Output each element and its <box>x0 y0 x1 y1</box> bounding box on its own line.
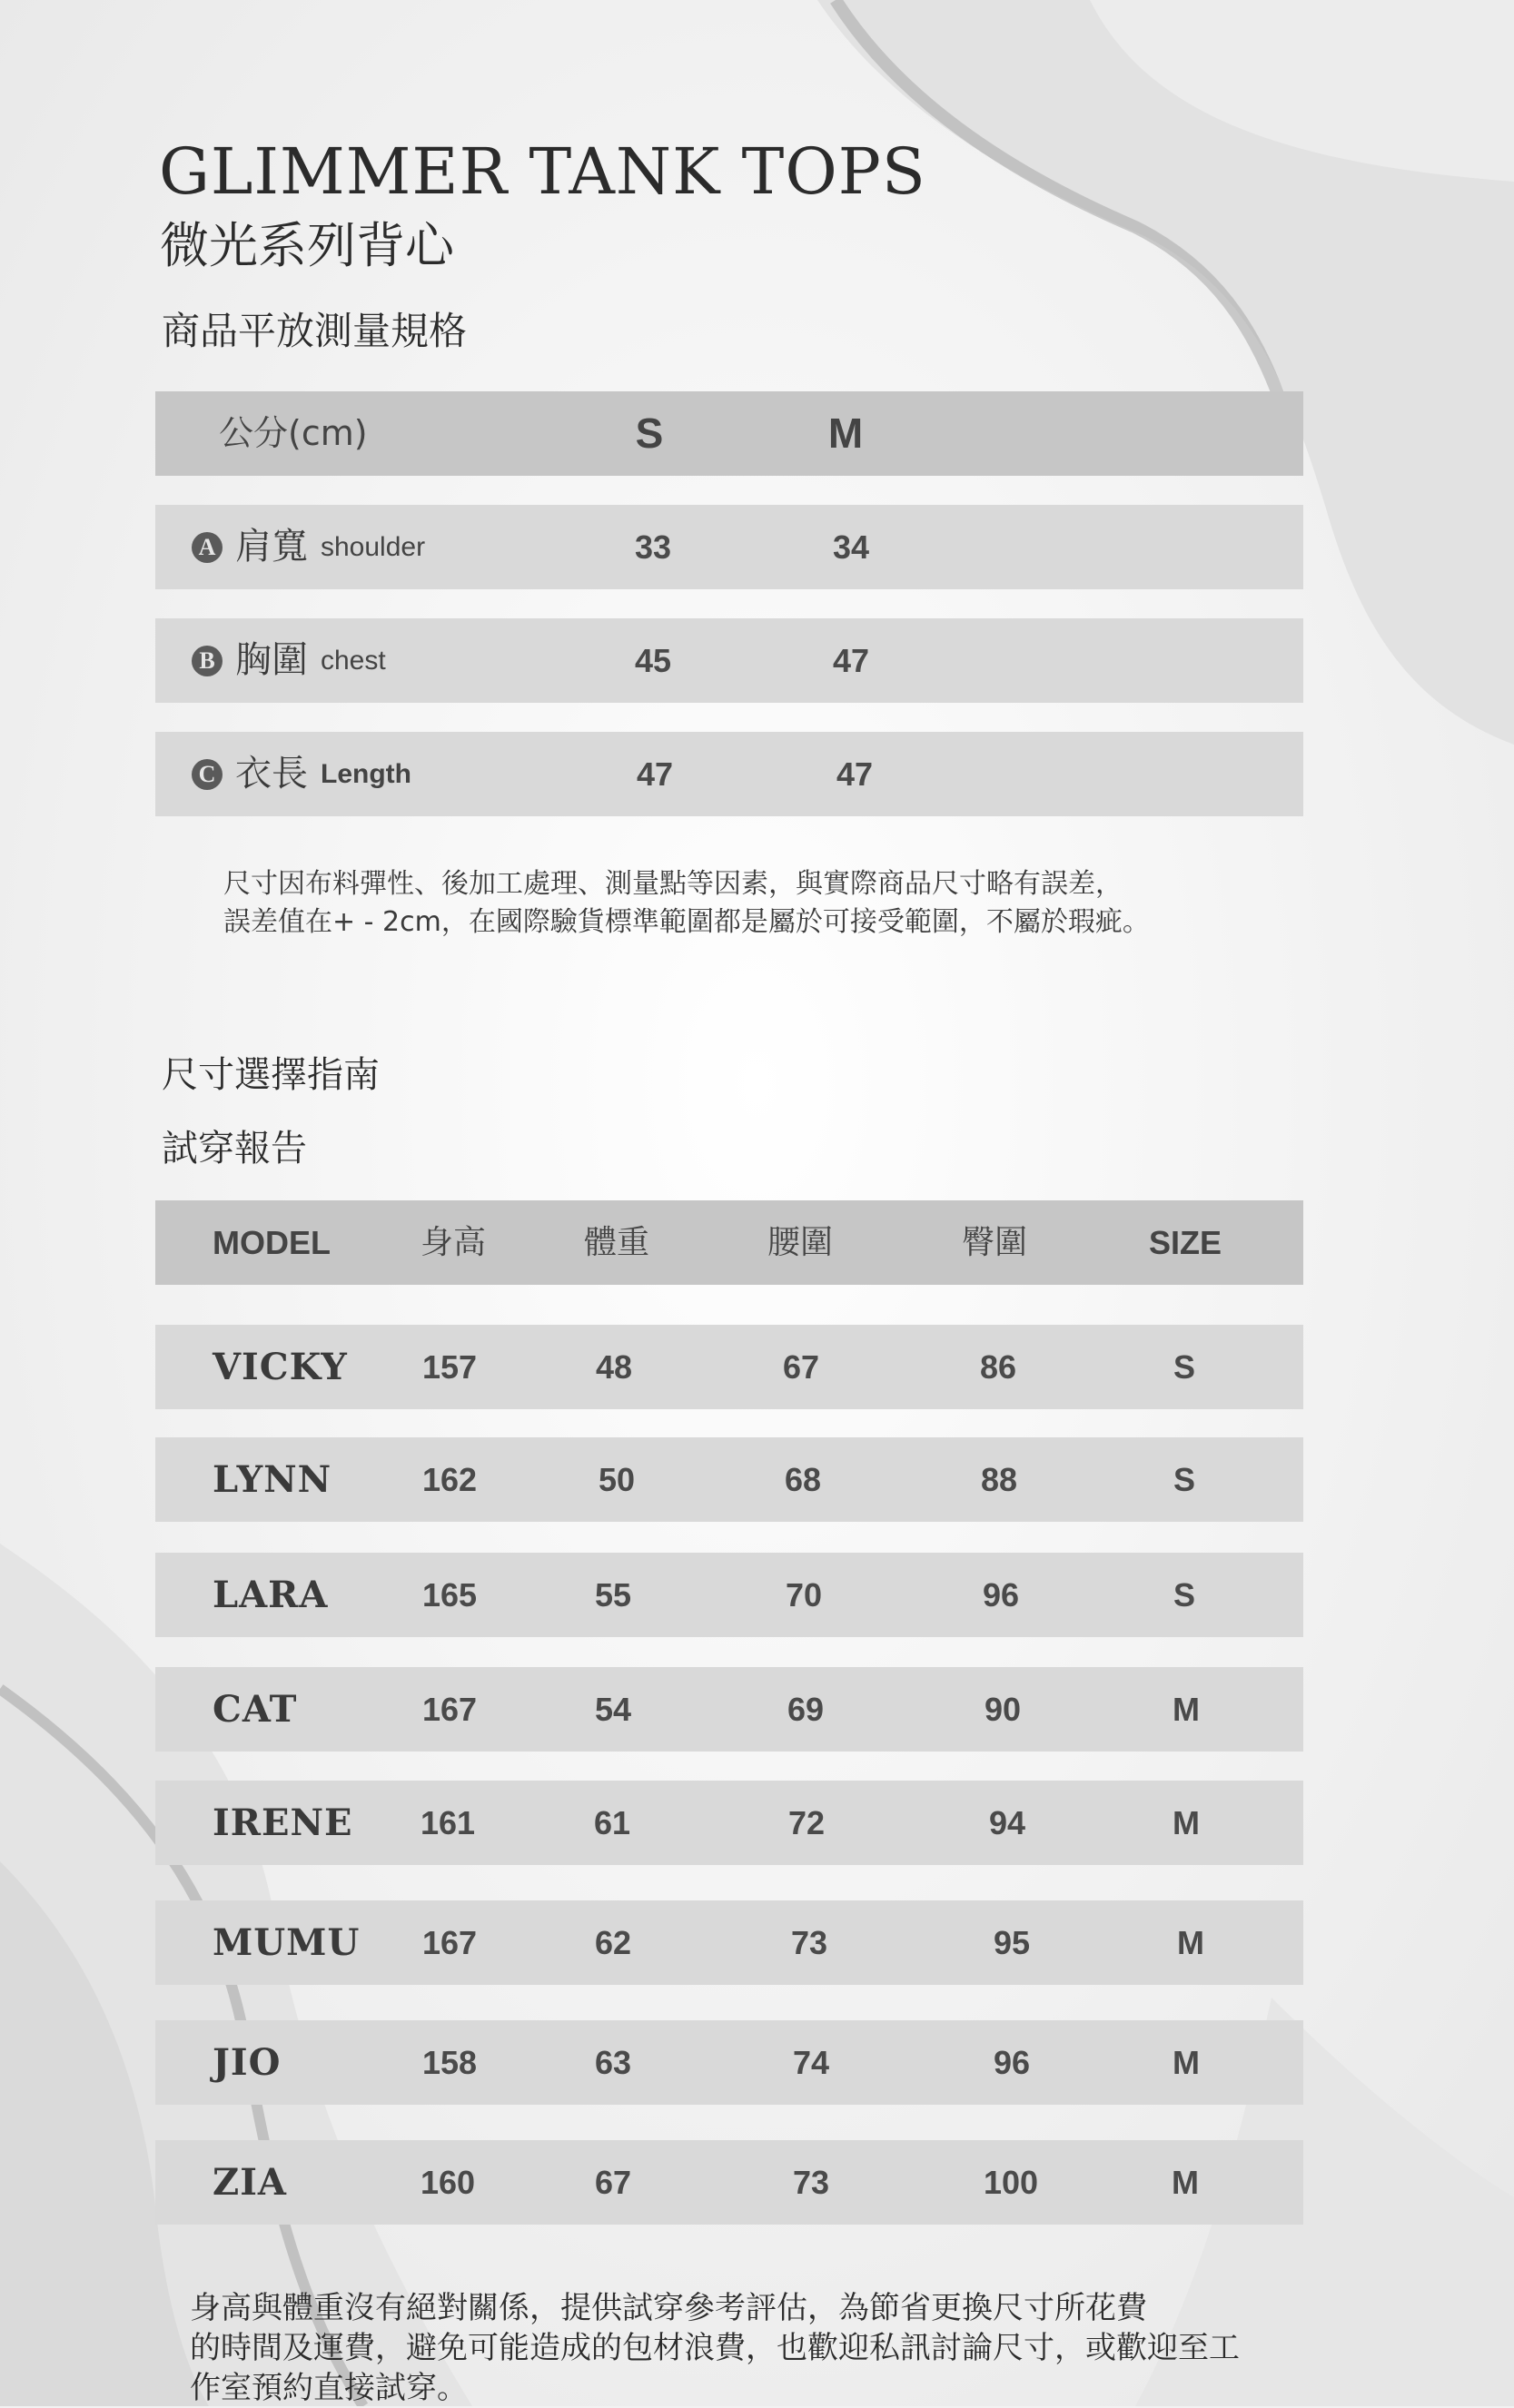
height-value: 161 <box>420 1804 476 1841</box>
height-value: 167 <box>421 1924 478 1961</box>
tolerance-note <box>223 865 1150 942</box>
size-value: S <box>1173 1461 1196 1498</box>
model-name: LARA <box>213 1574 329 1616</box>
badge-c-icon: C <box>192 759 223 790</box>
height-value: 167 <box>421 1691 478 1728</box>
waist-value: 73 <box>790 1924 828 1961</box>
waist-value: 73 <box>792 2164 830 2201</box>
spec-section-title: 商品平放測量規格 <box>162 309 468 353</box>
model-name: JIO <box>213 2041 282 2084</box>
weight-value: 62 <box>594 1924 632 1961</box>
spec-row-length <box>155 732 1303 816</box>
measure-label-zh: 肩寬 <box>235 526 308 567</box>
tolerance-note-line2: 誤差值在+ - 2cm，在國際驗貨標準範圍都是屬於可接受範圍，不屬於瑕疵。 <box>223 906 1150 938</box>
height-value: 165 <box>421 1576 478 1614</box>
size-value: M <box>1177 1924 1204 1961</box>
col-header-waist: 腰圍 <box>767 1224 834 1261</box>
height-value: 158 <box>421 2044 478 2081</box>
value-m: 47 <box>836 755 874 793</box>
fit-disclaimer-line1: 身高與體重沒有絕對關係，提供試穿參考評估，為節省更換尺寸所花費 <box>190 2290 1147 2326</box>
table-row <box>155 1900 1303 1985</box>
table-row <box>155 1553 1303 1637</box>
hip-value: 95 <box>993 1924 1031 1961</box>
spec-row-chest <box>155 618 1303 703</box>
value-s: 47 <box>636 755 674 793</box>
weight-value: 55 <box>594 1576 632 1614</box>
spec-header-row <box>155 391 1303 476</box>
measure-label-en: chest <box>321 646 386 676</box>
size-value: M <box>1173 1691 1200 1728</box>
fit-disclaimer-line3: 作室預約直接試穿。 <box>190 2370 468 2406</box>
weight-value: 63 <box>594 2044 632 2081</box>
size-guide-title: 尺寸選擇指南 <box>162 1054 380 1096</box>
size-value: S <box>1173 1348 1196 1386</box>
page-title: GLIMMER TANK TOPS <box>159 134 926 209</box>
model-name: LYNN <box>213 1458 332 1501</box>
measure-label-zh: 胸圍 <box>235 639 308 681</box>
fit-disclaimer <box>190 2288 1240 2408</box>
waist-value: 74 <box>792 2044 830 2081</box>
fit-header-row <box>155 1200 1303 1285</box>
size-value: M <box>1173 2044 1200 2081</box>
model-name: VICKY <box>213 1346 348 1388</box>
measure-label-en: shoulder <box>321 532 426 562</box>
page-subtitle: 微光系列背心 <box>160 217 454 274</box>
table-row <box>155 2020 1303 2105</box>
hip-value: 96 <box>982 1576 1020 1614</box>
table-row <box>155 1781 1303 1865</box>
measure-label <box>192 505 425 589</box>
model-name: CAT <box>213 1688 298 1731</box>
size-value: S <box>1173 1576 1196 1614</box>
value-m: 34 <box>832 528 870 566</box>
model-name: MUMU <box>213 1921 361 1964</box>
fit-report-title: 試穿報告 <box>162 1128 307 1169</box>
height-value: 157 <box>421 1348 478 1386</box>
hip-value: 96 <box>993 2044 1031 2081</box>
height-value: 160 <box>420 2164 476 2201</box>
table-row <box>155 1437 1303 1522</box>
hip-value: 94 <box>988 1804 1026 1841</box>
fit-disclaimer-line2: 的時間及運費，避免可能造成的包材浪費，也歡迎私訊討論尺寸，或歡迎至工 <box>190 2330 1240 2366</box>
unit-label: 公分(cm) <box>219 413 368 453</box>
waist-value: 72 <box>787 1804 826 1841</box>
badge-a-icon: A <box>192 532 223 563</box>
value-s: 33 <box>634 528 672 566</box>
measure-label-en: Length <box>321 759 411 789</box>
col-header-height: 身高 <box>420 1224 487 1261</box>
model-name: ZIA <box>213 2161 287 2204</box>
height-value: 162 <box>421 1461 478 1498</box>
spec-row-shoulder <box>155 505 1303 589</box>
hip-value: 90 <box>984 1691 1022 1728</box>
col-header-weight: 體重 <box>583 1224 650 1261</box>
waist-value: 69 <box>787 1691 825 1728</box>
size-header-s: S <box>635 410 664 457</box>
weight-value: 48 <box>595 1348 633 1386</box>
table-row <box>155 1325 1303 1409</box>
value-m: 47 <box>832 642 870 679</box>
size-value: M <box>1173 1804 1200 1841</box>
weight-value: 50 <box>598 1461 636 1498</box>
hip-value: 88 <box>980 1461 1018 1498</box>
hip-value: 86 <box>979 1348 1017 1386</box>
weight-value: 54 <box>594 1691 632 1728</box>
size-header-m: M <box>827 410 864 457</box>
hip-value: 100 <box>983 2164 1039 2201</box>
badge-b-icon: B <box>192 646 223 676</box>
waist-value: 68 <box>784 1461 822 1498</box>
measure-label <box>192 618 386 703</box>
col-header-size: SIZE <box>1148 1224 1222 1261</box>
value-s: 45 <box>634 642 672 679</box>
table-row <box>155 2140 1303 2225</box>
weight-value: 67 <box>594 2164 632 2201</box>
waist-value: 67 <box>782 1348 820 1386</box>
measure-label-zh: 衣長 <box>235 753 308 794</box>
weight-value: 61 <box>593 1804 631 1841</box>
col-header-model: MODEL <box>213 1224 331 1261</box>
tolerance-note-line1: 尺寸因布料彈性、後加工處理、測量點等因素，與實際商品尺寸略有誤差， <box>223 868 1123 900</box>
measure-label <box>192 732 411 816</box>
table-row <box>155 1667 1303 1752</box>
waist-value: 70 <box>785 1576 823 1614</box>
model-name: IRENE <box>213 1801 353 1844</box>
col-header-hip: 臀圍 <box>961 1224 1028 1261</box>
size-value: M <box>1172 2164 1199 2201</box>
